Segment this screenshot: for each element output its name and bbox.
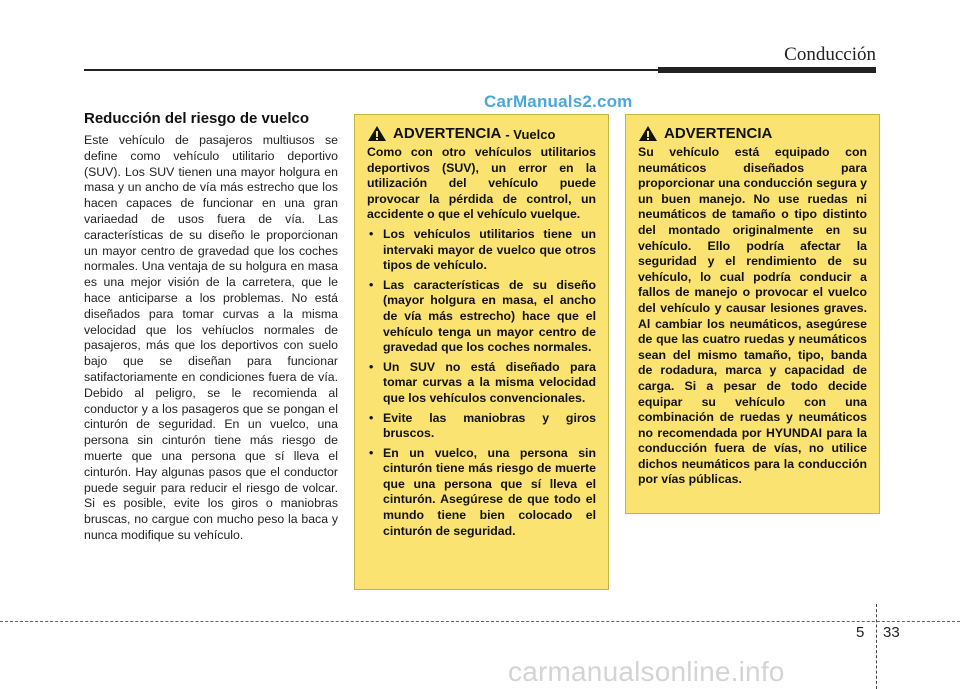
warning-label: ADVERTENCIA xyxy=(664,125,773,142)
list-item: • Los vehículos utilitarios tiene un intervaki mayor de vuelco que otros tipos de vehículo. xyxy=(369,226,596,273)
warning-box-rollover xyxy=(354,114,609,590)
warning-body: Su vehículo está equipado con neumáticos diseñados para proporcionar una conducción segura y un buen manejo. No use ruedas ni neumáticos de tamaño o tipo distinto del montado originalmente en su vehículo. Ello podría afectar la seguridad y el rendimiento de su vehículo, lo cual podría conducir a fallos de manejo o provocar el vuelco del vehículo y causar lesiones graves. Al cambiar los neumáticos, asegúrese de que las cuatro ruedas y neumáticos sean del mismo tamaño, tipo, banda de rodadura, marca y capacidad de carga. Si a pesar de todo decide equipar su vehículo con una combinación de ruedas y neumáticos no recomendada por HYUNDAI para la conducción fuera de vías, no utilice dichos neumáticos para la conducción por vías públicas. xyxy=(638,145,867,487)
section-heading: Reducción del riesgo de vuelco xyxy=(84,110,310,127)
warning-sublabel: - Vuelco xyxy=(505,127,556,142)
warning-bullet-list xyxy=(367,227,596,539)
header-rule-accent xyxy=(658,67,876,73)
warning-triangle-icon xyxy=(638,125,658,142)
header-rule xyxy=(84,69,660,71)
warning-label: ADVERTENCIA xyxy=(393,125,502,142)
section-body: Este vehículo de pasajeros multiusos se define como vehículo utilitario deportivo (SUV). Los SUV tienen una mayor holgura en masa y un ancho de vía más estrecho que los hacen capaces de funcionar en una gran variaedad de usos fuera de vía. Las características de su diseño le proporcionan un mayor centro de gravedad que los coches normales. Una ventaja de su holgura en masa es una mejor visión de la carretera, que le hace anticiparse a los problemas. No está diseñados para tomar curvas a la misma velocidad que los vehíuclos normales de pasajeros, más que los deportivos con suelo bajo que se diseñan para funcionar satifactoriamente en condiciones fuera de vía. Debido al peligro, se le recomienda al conductor y a los pasageros que se pongan el cinturón de seguridad. En un vuelco, una persona sin cinturón tiene más riesgo de muerte que una persona que sí lleva el cinturón. Hay algunas pasos que el conductor puede seguir para reducir el riesgo de volcar. Si es posible, evite los giros o maniobras bruscas, no cargue con mucho peso la baca y nunca modifique su vehículo. xyxy=(84,133,338,542)
warning-header xyxy=(367,125,596,142)
list-item: • Un SUV no está diseñado para tomar curvas a la misma velocidad que los vehículos convencionales. xyxy=(369,359,596,405)
list-item: • En un vuelco, una persona sin cinturón tiene más riesgo de muerte que una persona que sí lleva el cinturón. Asegúrese de que todo el mundo tiene bien colocado el cinturón de seguridad. xyxy=(369,445,596,538)
page-section-title: Conducción xyxy=(784,44,876,65)
watermark-carmanuals2: CarManuals2.com xyxy=(484,92,633,111)
list-item: • Las características de su diseño (mayor holgura en masa, el ancho de vía más estrecho) hace que el vehículo tenga un mayor centro de gravedad que los coches normales. xyxy=(369,277,596,355)
page-number: 33 xyxy=(883,624,900,641)
left-column xyxy=(84,110,338,544)
warning-triangle-icon xyxy=(367,125,387,142)
warning-box-tires xyxy=(625,114,880,514)
footer-rule xyxy=(0,621,960,622)
warning-header xyxy=(638,125,867,142)
chapter-number: 5 xyxy=(856,624,865,641)
warning-intro: Como con otro vehículos utilitarios deportivos (SUV), un error en la utilización del vehículo puede provocar la pérdida de control, un accidente o que el vehículo vuelque. xyxy=(367,145,596,222)
watermark-carmanualsonline: carmanualsonline.info xyxy=(508,656,785,687)
page-number-divider xyxy=(876,604,877,689)
list-item: • Evite las maniobras y giros bruscos. xyxy=(369,410,596,441)
